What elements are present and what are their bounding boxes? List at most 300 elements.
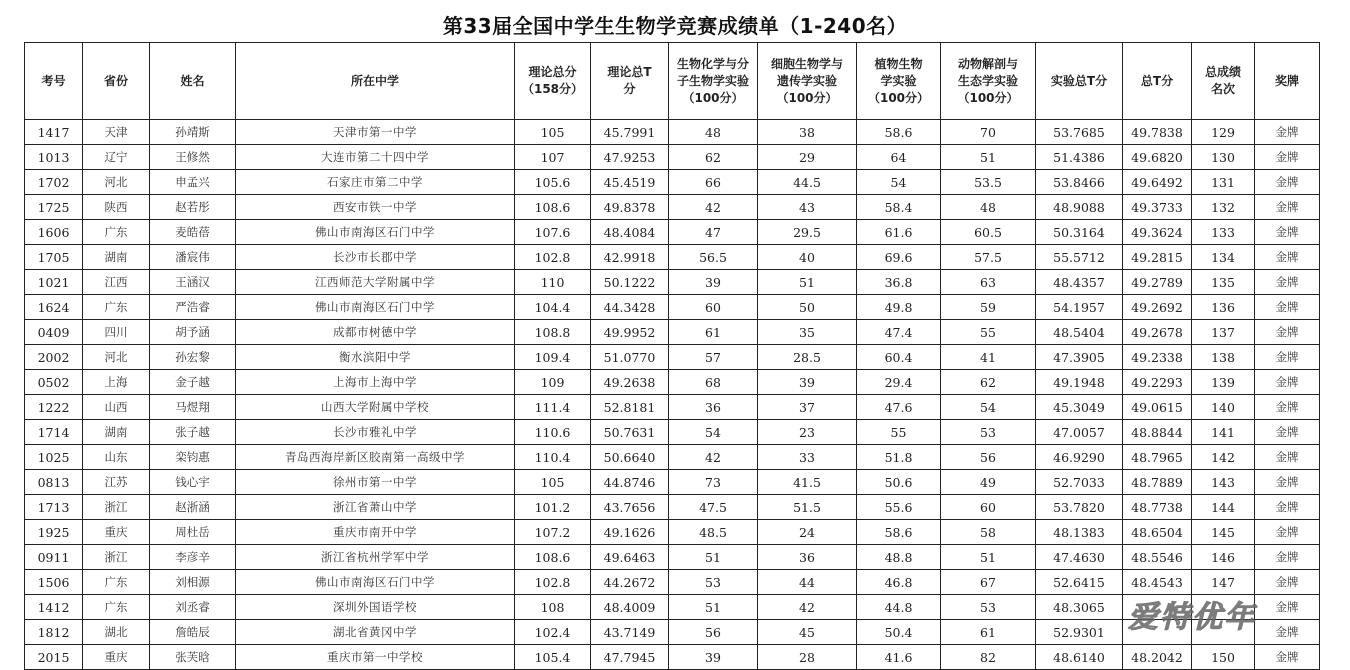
cell-medal: 金牌: [1255, 120, 1320, 145]
table-row: [25, 345, 1320, 370]
cell-plant-lab: 46.8: [857, 570, 941, 595]
cell-student-name: 孙靖斯: [150, 120, 236, 145]
cell-rank: 143: [1192, 470, 1255, 495]
cell-school: 大连市第二十四中学: [236, 145, 515, 170]
table-row: [25, 320, 1320, 345]
cell-exam-id: 0813: [25, 470, 83, 495]
cell-student-name: 金子越: [150, 370, 236, 395]
table-row: [25, 445, 1320, 470]
table-row: [25, 195, 1320, 220]
cell-medal: 金牌: [1255, 320, 1320, 345]
table-row: [25, 370, 1320, 395]
cell-rank: [1192, 595, 1255, 620]
cell-exam-id: 1702: [25, 170, 83, 195]
cell-theory-score: 108.8: [515, 320, 591, 345]
cell-plant-lab: 58.4: [857, 195, 941, 220]
cell-plant-lab: 29.4: [857, 370, 941, 395]
cell-total-t: 48.6504: [1123, 520, 1192, 545]
cell-theory-t: 47.9253: [591, 145, 669, 170]
cell-total-t: 49.3733: [1123, 195, 1192, 220]
cell-plant-lab: 54: [857, 170, 941, 195]
cell-biochem-lab: 56.5: [669, 245, 758, 270]
cell-total-t: [1123, 595, 1192, 620]
header-col-total-t: 总T分: [1123, 43, 1192, 120]
cell-rank: 144: [1192, 495, 1255, 520]
cell-plant-lab: 60.4: [857, 345, 941, 370]
cell-cellbio-lab: 44: [758, 570, 857, 595]
cell-cellbio-lab: 51: [758, 270, 857, 295]
cell-plant-lab: 36.8: [857, 270, 941, 295]
table-row: [25, 620, 1320, 645]
cell-exam-id: 1013: [25, 145, 83, 170]
cell-exam-id: 0911: [25, 545, 83, 570]
cell-animal-lab: 60: [941, 495, 1036, 520]
cell-total-t: 48.5546: [1123, 545, 1192, 570]
cell-medal: 金牌: [1255, 495, 1320, 520]
cell-cellbio-lab: 28.5: [758, 345, 857, 370]
cell-school: 徐州市第一中学: [236, 470, 515, 495]
cell-student-name: 赵浙涵: [150, 495, 236, 520]
cell-theory-t: 44.2672: [591, 570, 669, 595]
table-row: [25, 420, 1320, 445]
cell-total-t: 48.7889: [1123, 470, 1192, 495]
cell-theory-t: 49.1626: [591, 520, 669, 545]
cell-medal: 金牌: [1255, 395, 1320, 420]
cell-exam-id: 1725: [25, 195, 83, 220]
cell-province: 湖北: [83, 620, 150, 645]
cell-theory-score: 105.4: [515, 645, 591, 670]
cell-plant-lab: 55: [857, 420, 941, 445]
cell-theory-score: 102.8: [515, 245, 591, 270]
cell-cellbio-lab: 33: [758, 445, 857, 470]
cell-plant-lab: 69.6: [857, 245, 941, 270]
cell-rank: 140: [1192, 395, 1255, 420]
table-row: [25, 495, 1320, 520]
cell-rank: 141: [1192, 420, 1255, 445]
cell-theory-t: 43.7656: [591, 495, 669, 520]
cell-theory-t: 50.1222: [591, 270, 669, 295]
cell-theory-score: 110.4: [515, 445, 591, 470]
cell-animal-lab: 49: [941, 470, 1036, 495]
cell-medal: 金牌: [1255, 220, 1320, 245]
cell-plant-lab: 50.4: [857, 620, 941, 645]
cell-biochem-lab: 60: [669, 295, 758, 320]
cell-exam-id: 1222: [25, 395, 83, 420]
cell-total-t: 48.7965: [1123, 445, 1192, 470]
cell-total-t: 49.2815: [1123, 245, 1192, 270]
cell-lab-total-t: 47.3905: [1036, 345, 1123, 370]
cell-animal-lab: 62: [941, 370, 1036, 395]
cell-rank: 139: [1192, 370, 1255, 395]
cell-rank: 136: [1192, 295, 1255, 320]
cell-exam-id: 2015: [25, 645, 83, 670]
cell-school: 长沙市雅礼中学: [236, 420, 515, 445]
cell-theory-score: 108.6: [515, 195, 591, 220]
header-col-name: 姓名: [150, 43, 236, 120]
cell-biochem-lab: 47.5: [669, 495, 758, 520]
cell-biochem-lab: 54: [669, 420, 758, 445]
cell-exam-id: 1624: [25, 295, 83, 320]
cell-exam-id: 1713: [25, 495, 83, 520]
table-row: [25, 520, 1320, 545]
cell-total-t: 49.2293: [1123, 370, 1192, 395]
cell-medal: 金牌: [1255, 245, 1320, 270]
cell-theory-score: 109.4: [515, 345, 591, 370]
cell-medal: 金牌: [1255, 520, 1320, 545]
cell-province: 广东: [83, 295, 150, 320]
cell-student-name: 严浩睿: [150, 295, 236, 320]
cell-exam-id: 1705: [25, 245, 83, 270]
cell-biochem-lab: 42: [669, 195, 758, 220]
cell-biochem-lab: 53: [669, 570, 758, 595]
cell-school: 浙江省萧山中学: [236, 495, 515, 520]
cell-cellbio-lab: 37: [758, 395, 857, 420]
cell-biochem-lab: 68: [669, 370, 758, 395]
cell-rank: 142: [1192, 445, 1255, 470]
cell-theory-score: 108: [515, 595, 591, 620]
cell-medal: 金牌: [1255, 620, 1320, 645]
page-title: 第33届全国中学生生物学竞赛成绩单（1-240名）: [442, 14, 908, 38]
cell-province: 四川: [83, 320, 150, 345]
cell-rank: 145: [1192, 520, 1255, 545]
header-col-theory-t: 理论总T 分: [591, 43, 669, 120]
header-col-lab-total-t: 实验总T分: [1036, 43, 1123, 120]
cell-animal-lab: 48: [941, 195, 1036, 220]
cell-lab-total-t: 51.4386: [1036, 145, 1123, 170]
cell-lab-total-t: 46.9290: [1036, 445, 1123, 470]
cell-medal: 金牌: [1255, 420, 1320, 445]
cell-rank: 147: [1192, 570, 1255, 595]
cell-province: 广东: [83, 220, 150, 245]
cell-cellbio-lab: 44.5: [758, 170, 857, 195]
cell-province: 浙江: [83, 495, 150, 520]
cell-animal-lab: 51: [941, 145, 1036, 170]
cell-plant-lab: 50.6: [857, 470, 941, 495]
cell-rank: 133: [1192, 220, 1255, 245]
cell-total-t: 49.3624: [1123, 220, 1192, 245]
cell-rank: 131: [1192, 170, 1255, 195]
cell-cellbio-lab: 29.5: [758, 220, 857, 245]
cell-school: 上海市上海中学: [236, 370, 515, 395]
cell-total-t: 49.6820: [1123, 145, 1192, 170]
cell-exam-id: 1812: [25, 620, 83, 645]
cell-medal: 金牌: [1255, 445, 1320, 470]
cell-biochem-lab: 39: [669, 270, 758, 295]
results-table: [24, 42, 1320, 670]
cell-lab-total-t: 53.7820: [1036, 495, 1123, 520]
table-row: [25, 645, 1320, 670]
header-col-rank: 总成绩 名次: [1192, 43, 1255, 120]
cell-exam-id: 1506: [25, 570, 83, 595]
cell-total-t: [1123, 620, 1192, 645]
cell-plant-lab: 44.8: [857, 595, 941, 620]
cell-rank: 135: [1192, 270, 1255, 295]
cell-cellbio-lab: 38: [758, 120, 857, 145]
cell-medal: 金牌: [1255, 345, 1320, 370]
cell-exam-id: 2002: [25, 345, 83, 370]
cell-student-name: 栾钧惠: [150, 445, 236, 470]
cell-province: 广东: [83, 570, 150, 595]
table-row: [25, 120, 1320, 145]
cell-school: 湖北省黄冈中学: [236, 620, 515, 645]
cell-theory-score: 105.6: [515, 170, 591, 195]
header-col-province: 省份: [83, 43, 150, 120]
cell-lab-total-t: 48.1383: [1036, 520, 1123, 545]
cell-medal: 金牌: [1255, 170, 1320, 195]
cell-theory-t: 50.6640: [591, 445, 669, 470]
cell-school: 衡水滨阳中学: [236, 345, 515, 370]
cell-plant-lab: 47.6: [857, 395, 941, 420]
cell-plant-lab: 41.6: [857, 645, 941, 670]
cell-biochem-lab: 39: [669, 645, 758, 670]
cell-biochem-lab: 47: [669, 220, 758, 245]
cell-plant-lab: 49.8: [857, 295, 941, 320]
cell-lab-total-t: 52.7033: [1036, 470, 1123, 495]
cell-theory-t: 45.4519: [591, 170, 669, 195]
cell-theory-score: 105: [515, 470, 591, 495]
header-col-plant-lab: 植物生物 学实验 （100分）: [857, 43, 941, 120]
cell-theory-t: 44.8746: [591, 470, 669, 495]
cell-medal: 金牌: [1255, 145, 1320, 170]
cell-animal-lab: 53: [941, 420, 1036, 445]
cell-cellbio-lab: 40: [758, 245, 857, 270]
cell-theory-score: 107.2: [515, 520, 591, 545]
cell-cellbio-lab: 41.5: [758, 470, 857, 495]
cell-province: 重庆: [83, 520, 150, 545]
header-col-theory-score: 理论总分 （158分）: [515, 43, 591, 120]
cell-total-t: 48.7738: [1123, 495, 1192, 520]
cell-total-t: 49.7838: [1123, 120, 1192, 145]
cell-plant-lab: 48.8: [857, 545, 941, 570]
cell-theory-t: 47.7945: [591, 645, 669, 670]
cell-medal: 金牌: [1255, 570, 1320, 595]
cell-biochem-lab: 66: [669, 170, 758, 195]
cell-exam-id: 1412: [25, 595, 83, 620]
cell-total-t: 48.8844: [1123, 420, 1192, 445]
cell-animal-lab: 57.5: [941, 245, 1036, 270]
cell-medal: 金牌: [1255, 270, 1320, 295]
header-col-animal-lab: 动物解剖与 生态学实验 （100分）: [941, 43, 1036, 120]
table-row: [25, 570, 1320, 595]
cell-student-name: 麦皓蓓: [150, 220, 236, 245]
cell-exam-id: 0502: [25, 370, 83, 395]
cell-province: 广东: [83, 595, 150, 620]
table-row: [25, 220, 1320, 245]
cell-animal-lab: 41: [941, 345, 1036, 370]
cell-student-name: 刘丞睿: [150, 595, 236, 620]
cell-school: 深圳外国语学校: [236, 595, 515, 620]
table-row: [25, 395, 1320, 420]
cell-theory-t: 49.2638: [591, 370, 669, 395]
cell-lab-total-t: 52.6415: [1036, 570, 1123, 595]
cell-rank: 130: [1192, 145, 1255, 170]
cell-cellbio-lab: 39: [758, 370, 857, 395]
cell-total-t: 49.0615: [1123, 395, 1192, 420]
cell-province: 重庆: [83, 645, 150, 670]
header-col-cellbio-lab: 细胞生物学与 遗传学实验 （100分）: [758, 43, 857, 120]
cell-biochem-lab: 36: [669, 395, 758, 420]
cell-plant-lab: 51.8: [857, 445, 941, 470]
header-col-medal: 奖牌: [1255, 43, 1320, 120]
cell-province: 河北: [83, 345, 150, 370]
cell-biochem-lab: 42: [669, 445, 758, 470]
cell-theory-t: 49.9952: [591, 320, 669, 345]
cell-cellbio-lab: 45: [758, 620, 857, 645]
cell-school: 重庆市南开中学: [236, 520, 515, 545]
cell-student-name: 周杜岳: [150, 520, 236, 545]
cell-exam-id: 1417: [25, 120, 83, 145]
cell-medal: 金牌: [1255, 195, 1320, 220]
cell-cellbio-lab: 29: [758, 145, 857, 170]
cell-total-t: 49.2338: [1123, 345, 1192, 370]
table-row: [25, 295, 1320, 320]
cell-theory-score: 107: [515, 145, 591, 170]
cell-exam-id: 1606: [25, 220, 83, 245]
cell-theory-score: 111.4: [515, 395, 591, 420]
cell-animal-lab: 58: [941, 520, 1036, 545]
cell-student-name: 胡予涵: [150, 320, 236, 345]
cell-lab-total-t: 55.5712: [1036, 245, 1123, 270]
cell-school: 长沙市长郡中学: [236, 245, 515, 270]
header-col-exam-id: 考号: [25, 43, 83, 120]
table-row: [25, 545, 1320, 570]
cell-animal-lab: 59: [941, 295, 1036, 320]
cell-total-t: 49.2692: [1123, 295, 1192, 320]
table-row: [25, 470, 1320, 495]
cell-theory-t: 44.3428: [591, 295, 669, 320]
cell-province: 江西: [83, 270, 150, 295]
cell-student-name: 王涵汉: [150, 270, 236, 295]
table-row: [25, 245, 1320, 270]
cell-animal-lab: 54: [941, 395, 1036, 420]
cell-cellbio-lab: 50: [758, 295, 857, 320]
cell-animal-lab: 82: [941, 645, 1036, 670]
cell-lab-total-t: 49.1948: [1036, 370, 1123, 395]
header-col-biochem-lab: 生物化学与分 子生物学实验 （100分）: [669, 43, 758, 120]
cell-total-t: 49.6492: [1123, 170, 1192, 195]
cell-plant-lab: 55.6: [857, 495, 941, 520]
cell-cellbio-lab: 42: [758, 595, 857, 620]
cell-biochem-lab: 51: [669, 545, 758, 570]
cell-student-name: 刘相源: [150, 570, 236, 595]
cell-cellbio-lab: 35: [758, 320, 857, 345]
cell-student-name: 王修然: [150, 145, 236, 170]
cell-rank: 132: [1192, 195, 1255, 220]
cell-student-name: 钱心宇: [150, 470, 236, 495]
cell-theory-t: 49.8378: [591, 195, 669, 220]
cell-school: 青岛西海岸新区胶南第一高级中学: [236, 445, 515, 470]
cell-rank: 137: [1192, 320, 1255, 345]
cell-animal-lab: 51: [941, 545, 1036, 570]
cell-school: 佛山市南海区石门中学: [236, 220, 515, 245]
cell-biochem-lab: 62: [669, 145, 758, 170]
cell-cellbio-lab: 28: [758, 645, 857, 670]
cell-lab-total-t: 48.6140: [1036, 645, 1123, 670]
cell-student-name: 申孟兴: [150, 170, 236, 195]
cell-theory-score: 110: [515, 270, 591, 295]
cell-school: 石家庄市第二中学: [236, 170, 515, 195]
cell-exam-id: 0409: [25, 320, 83, 345]
cell-province: 山东: [83, 445, 150, 470]
cell-student-name: 孙宏黎: [150, 345, 236, 370]
cell-school: 西安市铁一中学: [236, 195, 515, 220]
cell-theory-score: 102.4: [515, 620, 591, 645]
cell-theory-t: 48.4009: [591, 595, 669, 620]
cell-total-t: 48.4543: [1123, 570, 1192, 595]
cell-province: 陕西: [83, 195, 150, 220]
cell-rank: 146: [1192, 545, 1255, 570]
cell-biochem-lab: 48.5: [669, 520, 758, 545]
watermark-logo: 爱特优年: [1128, 600, 1256, 635]
cell-theory-t: 49.6463: [591, 545, 669, 570]
cell-theory-t: 52.8181: [591, 395, 669, 420]
cell-theory-score: 102.8: [515, 570, 591, 595]
cell-animal-lab: 63: [941, 270, 1036, 295]
cell-plant-lab: 64: [857, 145, 941, 170]
table-row: [25, 170, 1320, 195]
cell-biochem-lab: 48: [669, 120, 758, 145]
cell-theory-score: 101.2: [515, 495, 591, 520]
cell-medal: 金牌: [1255, 545, 1320, 570]
cell-plant-lab: 61.6: [857, 220, 941, 245]
cell-province: 浙江: [83, 545, 150, 570]
cell-medal: 金牌: [1255, 370, 1320, 395]
cell-animal-lab: 70: [941, 120, 1036, 145]
cell-province: 山西: [83, 395, 150, 420]
cell-lab-total-t: 48.9088: [1036, 195, 1123, 220]
cell-total-t: 49.2789: [1123, 270, 1192, 295]
cell-animal-lab: 67: [941, 570, 1036, 595]
cell-theory-score: 109: [515, 370, 591, 395]
cell-lab-total-t: 48.4357: [1036, 270, 1123, 295]
cell-theory-score: 108.6: [515, 545, 591, 570]
cell-lab-total-t: 45.3049: [1036, 395, 1123, 420]
cell-exam-id: 1025: [25, 445, 83, 470]
cell-lab-total-t: 48.3065: [1036, 595, 1123, 620]
cell-cellbio-lab: 51.5: [758, 495, 857, 520]
cell-school: 浙江省杭州学军中学: [236, 545, 515, 570]
cell-province: 河北: [83, 170, 150, 195]
cell-biochem-lab: 51: [669, 595, 758, 620]
cell-cellbio-lab: 24: [758, 520, 857, 545]
cell-animal-lab: 61: [941, 620, 1036, 645]
cell-student-name: 赵若彤: [150, 195, 236, 220]
cell-student-name: 李彦辛: [150, 545, 236, 570]
cell-lab-total-t: 47.4630: [1036, 545, 1123, 570]
cell-school: 江西师范大学附属中学: [236, 270, 515, 295]
cell-lab-total-t: 47.0057: [1036, 420, 1123, 445]
cell-cellbio-lab: 23: [758, 420, 857, 445]
cell-animal-lab: 55: [941, 320, 1036, 345]
cell-total-t: 48.2042: [1123, 645, 1192, 670]
cell-school: 山西大学附属中学校: [236, 395, 515, 420]
cell-theory-t: 45.7991: [591, 120, 669, 145]
cell-school: 佛山市南海区石门中学: [236, 295, 515, 320]
cell-province: 湖南: [83, 245, 150, 270]
cell-rank: [1192, 620, 1255, 645]
cell-theory-t: 51.0770: [591, 345, 669, 370]
table-row: [25, 145, 1320, 170]
cell-plant-lab: 47.4: [857, 320, 941, 345]
cell-biochem-lab: 57: [669, 345, 758, 370]
cell-province: 湖南: [83, 420, 150, 445]
cell-rank: 134: [1192, 245, 1255, 270]
cell-student-name: 马煜翔: [150, 395, 236, 420]
cell-theory-t: 42.9918: [591, 245, 669, 270]
cell-rank: 150: [1192, 645, 1255, 670]
cell-animal-lab: 60.5: [941, 220, 1036, 245]
cell-cellbio-lab: 36: [758, 545, 857, 570]
